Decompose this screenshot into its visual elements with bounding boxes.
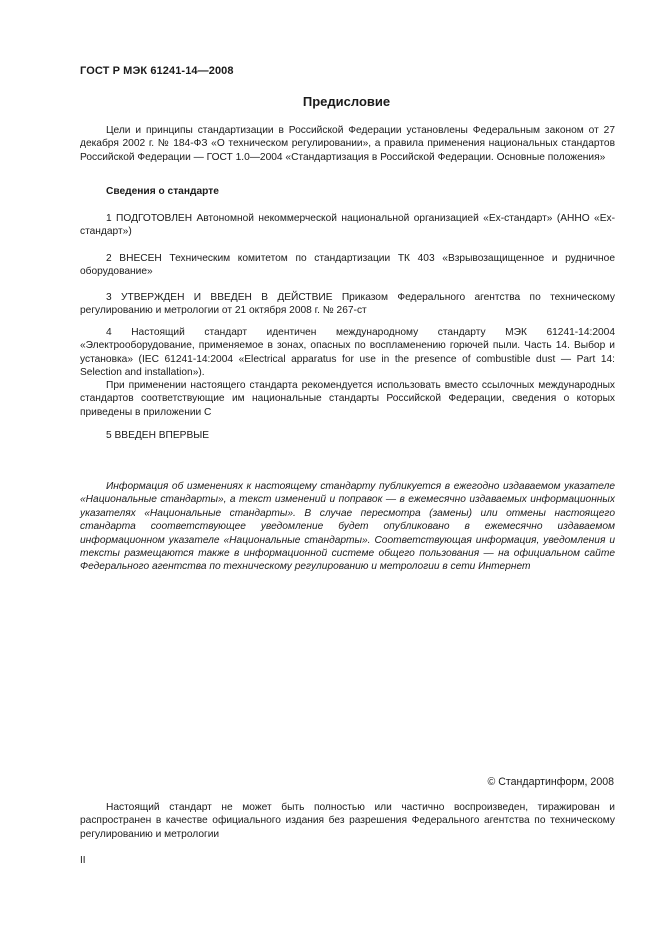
item-4-note-paragraph: При применении настоящего стандарта рекомендуется использовать вместо ссылочных международных стандартов соответствующие им национальные стандарты Российской Федерации, сведения о которых приведены в приложении С [80, 380, 615, 418]
notice-paragraph: Информация об изменениях к настоящему стандарту публикуется в ежегодно издаваемом указателе «Национальные стандарты», а текст изменений и поправок — в ежемесячно издаваемых информационных указателях «Национальные стандарты». В случае пересмотра (замены) или отмены настоящего стандарта соответствующее уведомление будет опубликовано в ежемесячно издаваемом информационном указателе «Национальные стандарты». Соответствующая информация, уведомления и тексты размещаются также в информационной системе общего пользования — на официальном сайте Федерального агентства по техническому регулированию и метрологии в сети Интернет [80, 481, 615, 573]
item-4-paragraph: 4 Настоящий стандарт идентичен международному стандарту МЭК 61241-14:2004 «Электрооборудование, применяемое в зонах, опасных по воспламенению горючей пыли. Часть 14. Выбор и установка» (IEC 61241-14:2004 «Electrical apparatus for use in the presence of combustible dust — Part 14: Selection and installation»). [80, 327, 615, 379]
info-heading: Сведения о стандарте [106, 186, 219, 197]
item-1-paragraph: 1 ПОДГОТОВЛЕН Автономной некоммерческой национальной организацией «Ех-стандарт» (АННО «Ех-стандарт») [80, 213, 615, 238]
reproduction-paragraph: Настоящий стандарт не может быть полностью или частично воспроизведен, тиражирован и распространен в качестве официального издания без разрешения Федерального агентства по техническому регулированию и метрологии [80, 802, 615, 840]
item-3-paragraph: 3 УТВЕРЖДЕН И ВВЕДЕН В ДЕЙСТВИЕ Приказом Федерального агентства по техническому регулированию и метрологии от 21 октября 2008 г. № 267-ст [80, 292, 615, 317]
intro-paragraph: Цели и принципы стандартизации в Российской Федерации установлены Федеральным законом от 27 декабря 2002 г. № 184-ФЗ «О техническом регулировании», а правила применения национальных стандартов Российской Федерации — ГОСТ 1.0—2004 «Стандартизация в Российской Федерации. Основные положения» [80, 125, 615, 163]
item-2-paragraph: 2 ВНЕСЕН Техническим комитетом по стандартизации ТК 403 «Взрывозащищенное и рудничное оборудование» [80, 253, 615, 278]
item-5-paragraph: 5 ВВЕДЕН ВПЕРВЫЕ [106, 430, 210, 441]
page-number: II [80, 855, 86, 866]
document-header: ГОСТ Р МЭК 61241-14—2008 [80, 65, 234, 77]
page-title: Предисловие [302, 94, 391, 109]
copyright-line: © Стандартинформ, 2008 [487, 776, 614, 788]
